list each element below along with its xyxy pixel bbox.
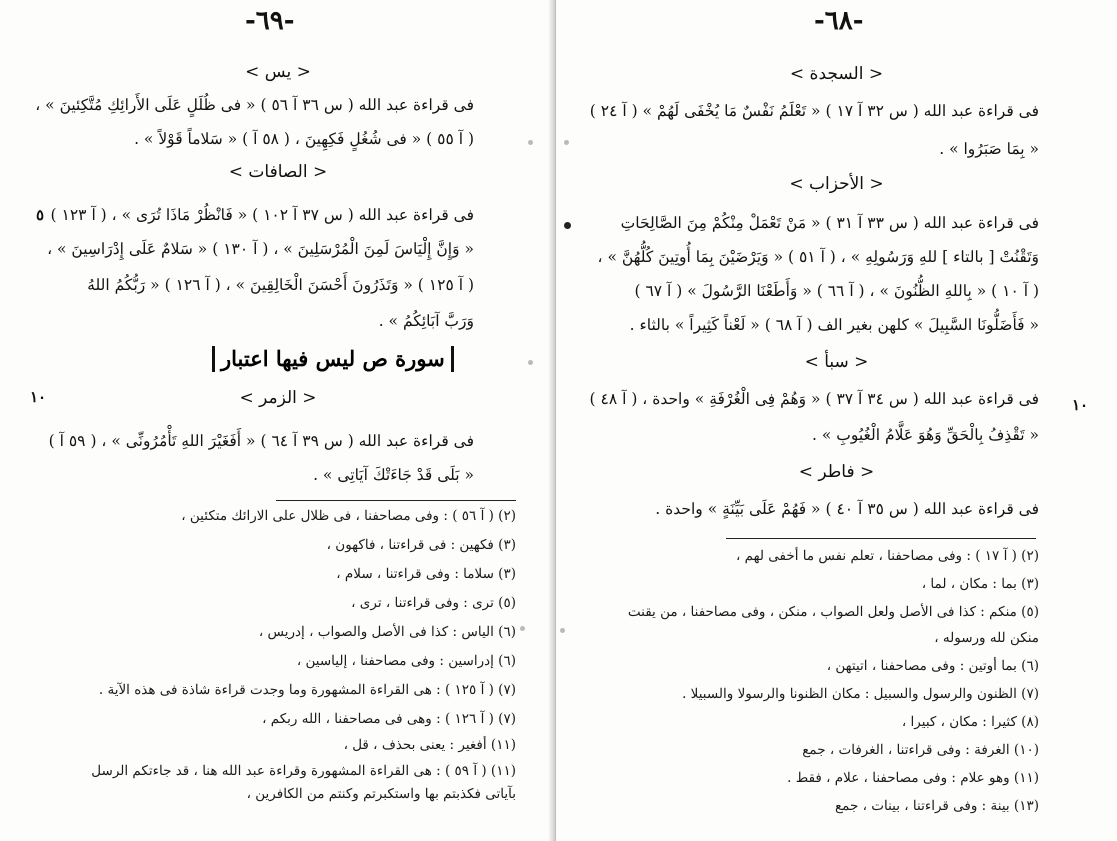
footnote: (١١) أفغير : يعنى بحذف ، قل ،	[343, 737, 516, 753]
footnote: (٣) فكهين : فى قراءتنا ، فاكهون ،	[326, 537, 516, 553]
text-line: وَتَقْنُتْ [ بالتاء ] للهِ وَرَسُولِهِ » ، ( آ ٥١ ) « وَيَرْضَيْنَ بِمَا أُوتِينَ كُلُّهُنَّ » ،	[597, 248, 1039, 266]
binding-dot	[528, 140, 533, 145]
footnote: (١١) ( آ ٥٩ ) : هى القراءة المشهورة وقراءة عبد الله هنا ، قد جاءتكم الرسل	[91, 763, 516, 779]
footnote-rule	[726, 538, 1036, 539]
text-line: فى قراءة عبد الله ( س ٣٤ آ ٣٧ ) « وَهُمْ فِى الْغُرْفَةِ » واحدة ، ( آ ٤٨ )	[589, 390, 1039, 408]
section-heading-ahzab: < الأحزاب >	[789, 174, 884, 194]
right-page	[556, 0, 1117, 841]
section-heading-yasin: < يس >	[245, 62, 311, 82]
footnote: (١٣) بينة : وفى قراءتنا ، بينات ، جمع	[834, 798, 1039, 814]
text-line: فى قراءة عبد الله ( س ٣٣ آ ٣١ ) « مَنْ تَعْمَلْ مِنْكُمْ مِنَ الصَّالِحَاتِ	[620, 214, 1039, 232]
section-heading-zumar: < الزمر >	[239, 388, 317, 408]
text-line: ( آ ٥٥ ) « فى شُغُلٍ فَكِهِينَ ، ( ٥٨ آ ) « سَلاماً قَوْلاً » .	[134, 130, 474, 148]
footnote: (٧) الظنون والرسول والسبيل : مكان الظنونا والرسولا والسبيلا .	[682, 686, 1039, 702]
section-heading-saba: < سبأ >	[804, 352, 869, 372]
section-heading-saffat: < الصافات >	[228, 162, 328, 182]
margin-mark	[564, 222, 571, 229]
footnote: (٧) ( آ ١٢٥ ) : هى القراءة المشهورة وما وجدت قراءة شاذة فى هذه الآية .	[98, 682, 516, 698]
footnote: بآياتى فكذبتم بها واستكبرتم وكنتم من الكافرين ،	[246, 786, 516, 802]
binding-dot	[560, 628, 565, 633]
text-line: « وَإِنَّ إِلْيَاسَ لَمِنَ الْمُرْسَلِينَ » ، ( آ ١٣٠ ) « سَلامٌ عَلَى إِدْرَاسِينَ » ،	[47, 240, 474, 258]
margin-line-number: ١٠	[30, 388, 47, 406]
text-line: « تَقْذِفُ بِالْحَقِّ وَهُوَ عَلَّامُ الْغُيُوبِ » .	[812, 426, 1039, 444]
footnote: (١١) وهو علام : وفى مصاحفنا ، علام ، فقط .	[787, 770, 1039, 786]
left-page	[0, 0, 556, 841]
binding-dot	[528, 360, 533, 365]
text-line: فى قراءة عبد الله ( س ٣٥ آ ٤٠ ) « فَهُمْ عَلَى بَيِّنَةٍ » واحدة .	[655, 500, 1039, 518]
binding-dot	[564, 140, 569, 145]
footnote: (١٠) الغرفة : وفى قراءتنا ، الغرفات ، جمع	[802, 742, 1039, 758]
margin-line-number: ١٠	[1072, 396, 1089, 414]
page-number: -٦٨-	[814, 6, 864, 36]
text-line: « فَأَضَلُّونَا السَّبِيلَ » كلهن بغير الف ( آ ٦٨ ) « لَعْناً كَثِيراً » بالثاء .	[629, 316, 1039, 334]
footnote: (٢) ( آ ١٧ ) : وفى مصاحفنا ، تعلم نفس ما أخفى لهم ،	[736, 548, 1039, 564]
footnote: (٢) ( آ ٥٦ ) : وفى مصاحفنا ، فى ظلال على الارائك متكئين ،	[181, 508, 516, 524]
text-line: « بِمَا صَبَرُوا » .	[939, 140, 1039, 158]
footnote: (٧) ( آ ١٢٦ ) : وهى فى مصاحفنا ، الله ربكم ،	[262, 711, 516, 727]
section-heading-fatir: < فاطر >	[798, 462, 875, 482]
footnote: (٨) كثيرا : مكان ، كبيرا ،	[901, 714, 1039, 730]
footnote: (٣) بما : مكان ، لما ،	[921, 576, 1039, 592]
footnote-rule	[276, 500, 516, 501]
footnote: (٦) بما أوتين : وفى مصاحفنا ، اتيتهن ،	[826, 658, 1039, 674]
section-heading-sajda: < السجدة >	[789, 64, 884, 84]
surah-sad-box: سورة ص ليس فيها اعتبار	[212, 346, 454, 372]
footnote: (٦) الياس : كذا فى الأصل والصواب ، إدريس ،	[258, 624, 516, 640]
text-line: فى قراءة عبد الله ( س ٣٢ آ ١٧ ) « تَعْلَمُ نَفْسٌ مَا يُخْفَى لَهُمْ » ( آ ٢٤ )	[589, 102, 1039, 120]
footnote: (٣) سلاما : وفى قراءتنا ، سلام ،	[336, 566, 516, 582]
text-line: فى قراءة عبد الله ( س ٣٩ آ ٦٤ ) « أَفَغَيْرَ اللهِ تَأْمُرُونِّى » ، ( ٥٩ آ )	[48, 432, 474, 450]
text-line: ( آ ١٠ ) « بِاللهِ الظُّنُونَ » ، ( آ ٦٦ ) « وَأَطَعْنَا الرَّسُولَ » ( آ ٦٧ )	[634, 282, 1039, 300]
text-line: ( آ ١٢٥ ) « وَتَذَرُونَ أَحْسَنَ الْخَالِقِينَ » ، ( آ ١٢٦ ) « رَبُّكُمُ اللهُ	[87, 276, 474, 294]
margin-line-number: ٥	[36, 206, 45, 224]
footnote: (٥) منكم : كذا فى الأصل ولعل الصواب ، منكن ، وفى مصاحفنا ، من يقنت	[627, 604, 1039, 620]
text-line: « بَلَى قَدْ جَاءَتْكَ آيَاتِى » .	[313, 466, 474, 484]
footnote: منكن لله ورسوله ،	[934, 630, 1039, 646]
page-number: -٦٩-	[245, 6, 295, 36]
text-line: فى قراءة عبد الله ( س ٣٧ آ ١٠٢ ) « فَانْظُرْ مَاذَا تُرَى » ، ( آ ١٢٣ )	[50, 206, 474, 224]
text-line: وَرَبَّ آبَائِكُمُ » .	[378, 312, 474, 330]
footnote: (٦) إدراسين : وفى مصاحفنا ، إلياسين ،	[296, 653, 516, 669]
text-line: فى قراءة عبد الله ( س ٣٦ آ ٥٦ ) « فى ظُلَلٍ عَلَى الأَرائِكِ مُتَّكِئينَ » ،	[35, 96, 474, 114]
footnote: (٥) ترى : وفى قراءتنا ، ترى ،	[351, 595, 516, 611]
binding-dot	[520, 626, 525, 631]
